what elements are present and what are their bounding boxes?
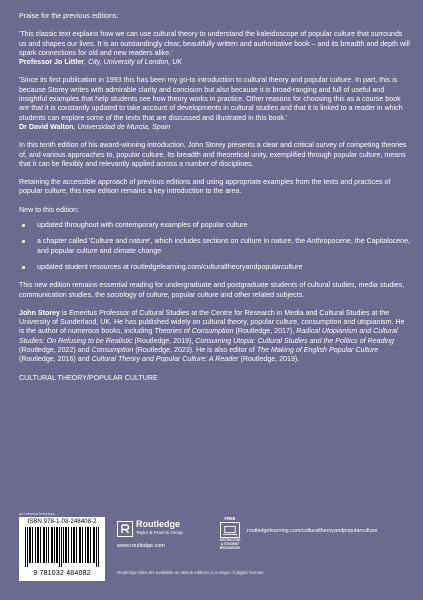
description-paragraph-1: In this tenth edition of his award-winning introduction, John Storey presents a clear and critical survey of competing theories of, and various approaches to, popular culture. Its breadth and theoretical unity, exemplified through popular culture, means that it can be flexibly and relevantly applied across a number of disciplines.	[19, 141, 407, 168]
publisher-group: Taylor & Francis Group	[136, 530, 183, 535]
bio-text: (Routledge, 2022) and	[19, 346, 92, 355]
list-item-text: updated throughout with contemporary examples of popular culture	[37, 221, 248, 230]
praise-quote-1: 'This classic text explains how we can use cultural theory to understand the kaleidoscope of popular culture that surrounds us and shapes our lives. It is an outstandingly clear, beautifully written and authoritative book – and its breadth and depth will spark connections for old and new readers alike.'	[19, 30, 410, 57]
list-item	[19, 237, 411, 256]
publisher-name: Routledge	[136, 519, 180, 529]
quote-1-name: Professor Jo Littler	[19, 58, 85, 67]
free-sub-line: RESOURCES	[219, 545, 241, 550]
free-label: FREE	[224, 516, 236, 521]
barcode-number: 9 781032 484082	[33, 570, 91, 577]
bio-text: (Routledge, 2016) and	[19, 355, 92, 364]
praise-attribution-2: Dr David Walton, Universidad de Murcia, Spain	[19, 122, 171, 131]
new-edition-heading: New to this edition:	[19, 205, 79, 214]
list-item-text: a chapter called 'Culture and nature', which includes sections on culture in nature, the Anthropocene, the Capitalocene, and popular culture and climate change	[37, 237, 410, 255]
free-sub-line: INSTRUCTOR	[219, 538, 241, 542]
subject-category: CULTURAL THEORY/POPULAR CULTURE	[19, 373, 158, 382]
bullet-icon	[22, 240, 25, 243]
book-title: Consuming Utopia: Cultural Studies and the Politics of Reading	[195, 336, 395, 345]
isbn: ISBN 978-1-03-248408-2	[27, 518, 97, 525]
informa-tagline: an informa business	[19, 511, 55, 516]
book-title: Theories of Consumption	[154, 327, 234, 336]
book-title: The Making of English Popular Culture	[256, 346, 379, 355]
free-resources-text	[217, 539, 243, 550]
bio-text: (Routledge, 2023). He is also editor of	[133, 346, 257, 355]
quote-2-affiliation: Universidad de Murcia, Spain	[77, 122, 171, 131]
screen-icon	[220, 522, 240, 538]
praise-attribution-1: Professor Jo Littler, City, University of London, UK	[19, 58, 183, 67]
praise-heading: Praise for the previous editions:	[19, 12, 119, 20]
back-cover-text	[19, 12, 411, 383]
barcode-panel	[19, 517, 105, 581]
companion-url[interactable]: routledgelearning.com/culturaltheoryandpopularculture	[247, 528, 378, 534]
book-title: Cultural Theory and Popular Culture: A Reader	[91, 355, 239, 364]
ebook-note: Routledge titles are available as eBook editions in a range of digital formats	[117, 570, 264, 575]
list-item-text: updated student resources at routledgelearning.com/culturaltheoryandpopularculture	[37, 262, 303, 271]
bullet-icon	[22, 224, 25, 227]
description-paragraph-3: This new edition remains essential reading for undergraduate and postgraduate students of cultural studies, media studies, communication studies, the sociology of culture, popular culture and other related subjects.	[19, 281, 405, 299]
bio-text: (Routledge, 2019).	[238, 355, 300, 364]
author-name: John Storey	[19, 308, 60, 317]
praise-quote-2: 'Since its first publication in 1993 this has been my go-to introduction to cultural theory and popular culture. In part, this is because Storey writes with admirable clarity and concision but also because it is broad-ranging and full of useful and insightful examples that help students see how theory works in practice. Other reasons for choosing this as a course book are that it is constantly updated to take account of developments in cultural studies and that it is linked to a reader in which students can explore some of the texts that are discussed and illustrated in this book.'	[19, 76, 403, 122]
description-paragraph-2: Retaining the accessible approach of previous editions and using appropriate examples from the texts and practices of popular culture, this new edition remains a key introduction to the area.	[19, 178, 391, 196]
list-item	[19, 263, 411, 272]
quote-2-name: Dr David Walton	[19, 122, 74, 131]
author-bio	[19, 309, 411, 365]
quote-1-affiliation: City, University of London, UK	[88, 58, 183, 67]
routledge-logo-icon	[117, 521, 133, 537]
list-item	[19, 221, 411, 230]
publisher-url[interactable]: www.routledge.com	[117, 543, 165, 549]
book-title: Consumption	[91, 346, 134, 355]
free-resources-badge	[219, 516, 241, 550]
book-title: Radical Utopianism and Cultural Studies: On Refusing to be Realistic	[19, 327, 398, 345]
new-edition-list	[19, 221, 411, 272]
bio-text: is Emeritus Professor of Cultural Studies at the Centre for Research in Media and Cultural Studies at the University of Sunderland, UK. He has published widely on cultural theory, popular culture, consumption and utopianism. He is the author of numerous books, including	[19, 308, 405, 336]
bio-text: (Routledge, 2017),	[233, 327, 297, 336]
cover-footer	[19, 511, 411, 591]
bio-text: (Routledge, 2019),	[132, 336, 196, 345]
free-sub-line: & STUDENT	[220, 541, 240, 546]
barcode-icon	[25, 527, 101, 567]
bullet-icon	[22, 266, 25, 269]
